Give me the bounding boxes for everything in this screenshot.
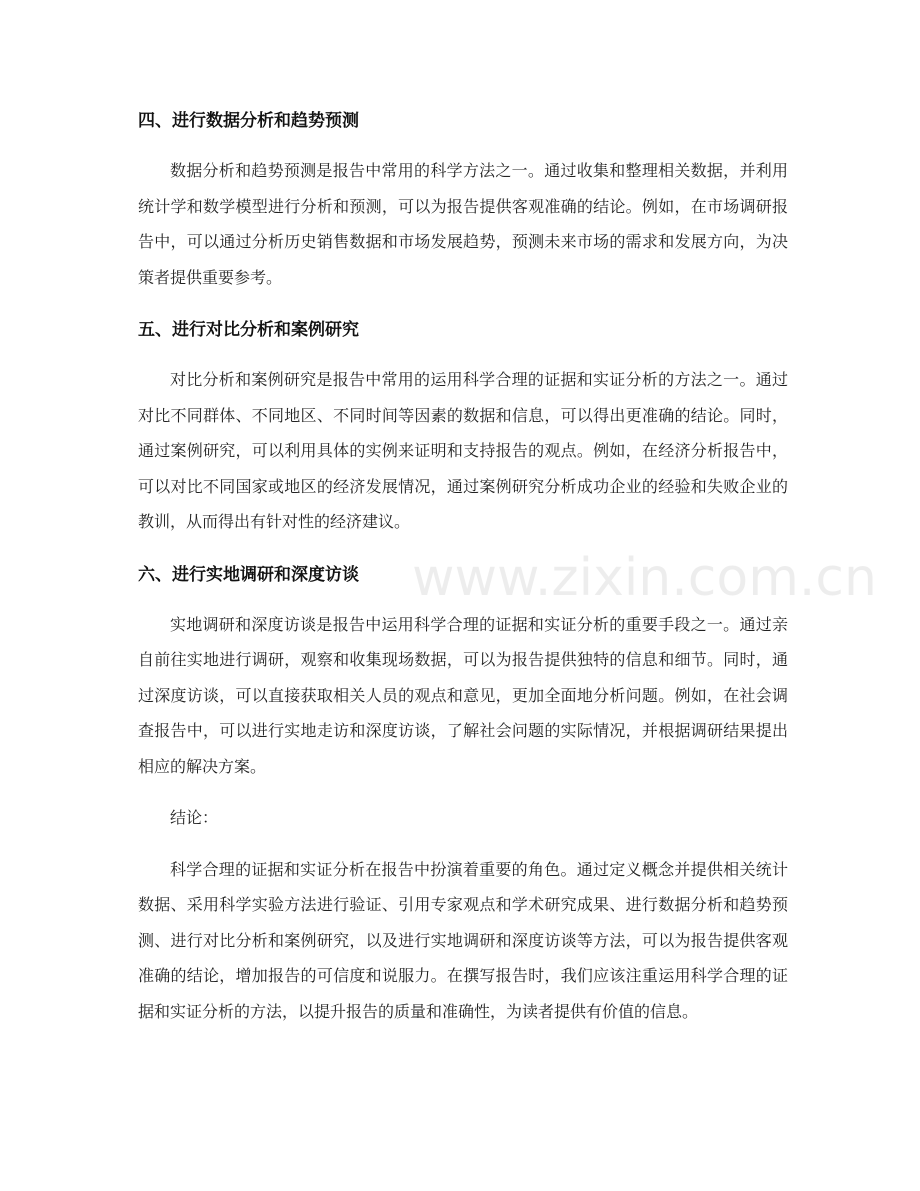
watermark: www.zixin.com.cn [412, 548, 877, 608]
section-paragraph-5: 对比分析和案例研究是报告中常用的运用科学合理的证据和实证分析的方法之一。通过对比不同群体、不同地区、不同时间等因素的数据和信息，可以得出更准确的结论。同时，通过案例研究，可以利用具体的实例来证明和支持报告的观点。例如，在经济分析报告中，可以对比不同国家或地区的经济发展情况，通过案例研究分析成功企业的经验和失败企业的教训，从而得出有针对性的经济建议。 [138, 370, 788, 531]
conclusion-paragraph: 科学合理的证据和实证分析在报告中扮演着重要的角色。通过定义概念并提供相关统计数据、采用科学实验方法进行验证、引用专家观点和学术研究成果、进行数据分析和趋势预测、进行对比分析和案例研究，以及进行实地调研和深度访谈等方法，可以为报告提供客观准确的结论，增加报告的可信度和说服力。在撰写报告时，我们应该注重运用科学合理的证据和实证分析的方法，以提升报告的质量和准确性，为读者提供有价值的信息。 [138, 859, 788, 1021]
section-paragraph-6: 实地调研和深度访谈是报告中运用科学合理的证据和实证分析的重要手段之一。通过亲自前往实地进行调研，观察和收集现场数据，可以为报告提供独特的信息和细节。同时，通过深度访谈，可以直接获取相关人员的观点和意见，更加全面地分析问题。例如，在社会调查报告中，可以进行实地走访和深度访谈，了解社会问题的实际情况，并根据调研结果提出相应的解决方案。 [138, 614, 788, 776]
section-heading-5: 五、进行对比分析和案例研究 [138, 320, 359, 340]
section-heading-6: 六、进行实地调研和深度访谈 [138, 564, 359, 585]
document-body [138, 106, 788, 1029]
section-paragraph-4: 数据分析和趋势预测是报告中常用的科学方法之一。通过收集和整理相关数据，并利用统计学和数学模型进行分析和预测，可以为报告提供客观准确的结论。例如，在市场调研报告中，可以通过分析历史销售数据和市场发展趋势，预测未来市场的需求和发展方向，为决策者提供重要参考。 [138, 161, 788, 287]
conclusion-label: 结论： [170, 808, 219, 827]
section-heading-4: 四、进行数据分析和趋势预测 [138, 111, 359, 131]
